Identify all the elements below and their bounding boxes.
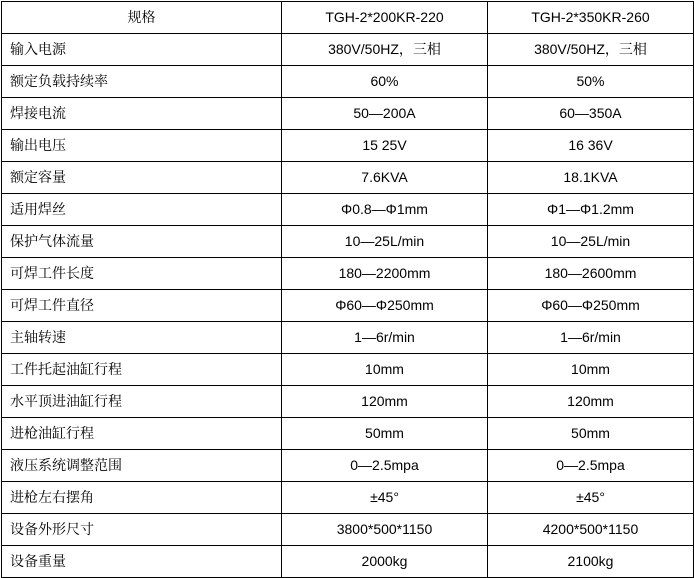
row-label: 设备外形尺寸 bbox=[2, 514, 282, 546]
table-row bbox=[2, 514, 694, 546]
row-value-model-2: ±45° bbox=[488, 482, 694, 514]
row-label: 进枪油缸行程 bbox=[2, 418, 282, 450]
row-value-model-1: 180—2200mm bbox=[282, 258, 488, 290]
row-value-model-1: 60% bbox=[282, 66, 488, 98]
header-cell-model-1: TGH-2*200KR-220 bbox=[282, 2, 488, 34]
table-row bbox=[2, 162, 694, 194]
table-header-row bbox=[2, 2, 694, 34]
header-cell-spec: 规格 bbox=[2, 2, 282, 34]
table-row bbox=[2, 354, 694, 386]
table-row bbox=[2, 322, 694, 354]
row-value-model-2: 60—350A bbox=[488, 98, 694, 130]
row-value-model-1: ±45° bbox=[282, 482, 488, 514]
row-value-model-1: 15 25V bbox=[282, 130, 488, 162]
row-label: 焊接电流 bbox=[2, 98, 282, 130]
row-value-model-1: 380V/50HZ，三相 bbox=[282, 34, 488, 66]
row-label: 保护气体流量 bbox=[2, 226, 282, 258]
row-value-model-2: Φ60—Φ250mm bbox=[488, 290, 694, 322]
row-value-model-1: 7.6KVA bbox=[282, 162, 488, 194]
row-label: 可焊工件直径 bbox=[2, 290, 282, 322]
row-value-model-2: 380V/50HZ，三相 bbox=[488, 34, 694, 66]
table-row bbox=[2, 386, 694, 418]
table-row bbox=[2, 130, 694, 162]
row-label: 液压系统调整范围 bbox=[2, 450, 282, 482]
row-label: 工件托起油缸行程 bbox=[2, 354, 282, 386]
row-value-model-2: 16 36V bbox=[488, 130, 694, 162]
row-value-model-2: 10mm bbox=[488, 354, 694, 386]
row-value-model-2: 180—2600mm bbox=[488, 258, 694, 290]
table-row bbox=[2, 290, 694, 322]
row-label: 额定负载持续率 bbox=[2, 66, 282, 98]
row-value-model-2: 50% bbox=[488, 66, 694, 98]
row-value-model-2: 10—25L/min bbox=[488, 226, 694, 258]
row-value-model-2: 4200*500*1150 bbox=[488, 514, 694, 546]
table-row bbox=[2, 66, 694, 98]
specifications-table bbox=[1, 1, 694, 578]
row-value-model-2: 2100kg bbox=[488, 546, 694, 578]
row-value-model-1: 3800*500*1150 bbox=[282, 514, 488, 546]
row-label: 可焊工件长度 bbox=[2, 258, 282, 290]
row-label: 水平顶进油缸行程 bbox=[2, 386, 282, 418]
row-value-model-1: Φ60—Φ250mm bbox=[282, 290, 488, 322]
row-value-model-2: 1—6r/min bbox=[488, 322, 694, 354]
row-value-model-2: 120mm bbox=[488, 386, 694, 418]
row-value-model-1: 1—6r/min bbox=[282, 322, 488, 354]
row-value-model-1: 50mm bbox=[282, 418, 488, 450]
table-row bbox=[2, 34, 694, 66]
row-value-model-1: 0—2.5mpa bbox=[282, 450, 488, 482]
row-label: 进枪左右摆角 bbox=[2, 482, 282, 514]
row-label: 适用焊丝 bbox=[2, 194, 282, 226]
table-row bbox=[2, 258, 694, 290]
row-value-model-1: 10—25L/min bbox=[282, 226, 488, 258]
row-value-model-2: 0—2.5mpa bbox=[488, 450, 694, 482]
row-label: 主轴转速 bbox=[2, 322, 282, 354]
table-row bbox=[2, 482, 694, 514]
row-value-model-2: 50mm bbox=[488, 418, 694, 450]
table-row bbox=[2, 226, 694, 258]
row-label: 设备重量 bbox=[2, 546, 282, 578]
row-label: 额定容量 bbox=[2, 162, 282, 194]
table-body bbox=[2, 2, 694, 578]
table-row bbox=[2, 450, 694, 482]
table-row bbox=[2, 194, 694, 226]
row-value-model-1: Φ0.8—Φ1mm bbox=[282, 194, 488, 226]
row-value-model-1: 50—200A bbox=[282, 98, 488, 130]
row-value-model-2: Φ1—Φ1.2mm bbox=[488, 194, 694, 226]
row-label: 输出电压 bbox=[2, 130, 282, 162]
row-value-model-1: 120mm bbox=[282, 386, 488, 418]
row-value-model-2: 18.1KVA bbox=[488, 162, 694, 194]
header-cell-model-2: TGH-2*350KR-260 bbox=[488, 2, 694, 34]
row-label: 输入电源 bbox=[2, 34, 282, 66]
table-row bbox=[2, 98, 694, 130]
row-value-model-1: 2000kg bbox=[282, 546, 488, 578]
table-row bbox=[2, 418, 694, 450]
row-value-model-1: 10mm bbox=[282, 354, 488, 386]
